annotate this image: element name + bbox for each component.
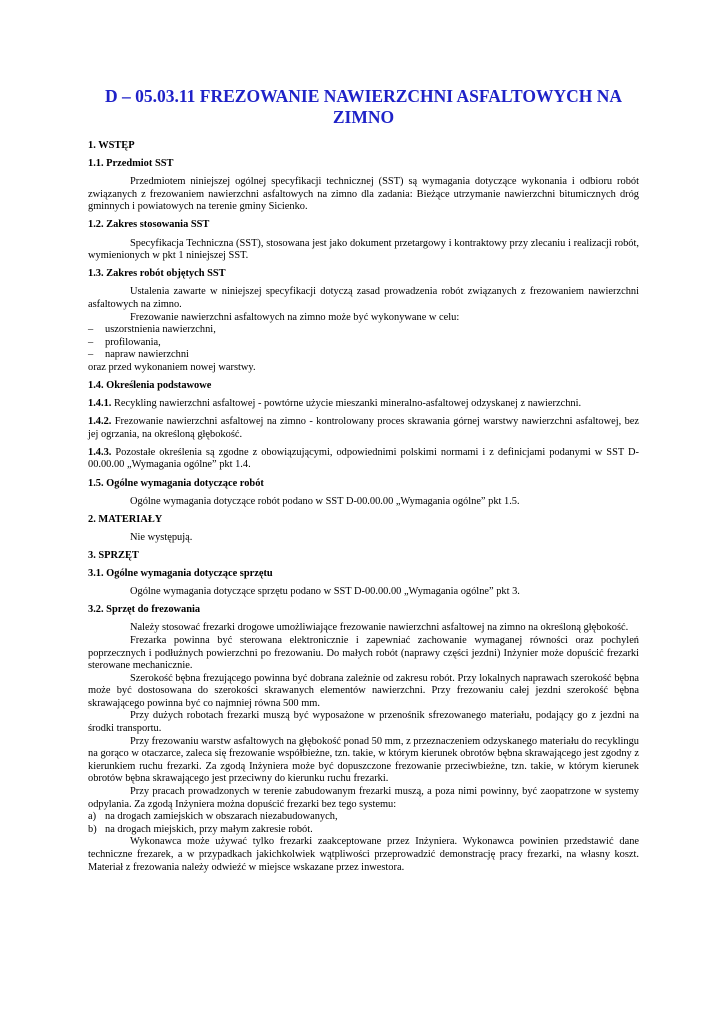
paragraph-1-2: Specyfikacja Techniczna (SST), stosowana jest jako dokument przetargowy i kontraktowy przy zlecaniu i realizacji robót, wymienionych w pkt 1 niniejszej SST. [88,237,639,262]
paragraph-1-5: Ogólne wymagania dotyczące robót podano w SST D-00.00.00 „Wymagania ogólne” pkt 1.5. [130,495,520,507]
definition-text: Recykling nawierzchni asfaltowej - powtórne użycie mieszanki mineralno-asfaltowej odzyskanej z nawierzchni. [111,398,582,410]
alpha-marker: a) [88,811,97,823]
definition-1-4-3 [88,447,639,472]
definition-1-4-2 [88,416,639,441]
section-heading-1-3: 1.3. Zakres robót objętych SST [88,268,226,280]
list-item [88,824,639,837]
paragraph-3-2-d: Przy dużych robotach frezarki muszą być wyposażone w przenośnik sfrezowanego materiału, podający go z jezdni na środki transportu. [88,710,639,735]
list-item-text: profilowania, [105,336,161,348]
paragraph-3-1: Ogólne wymagania dotyczące sprzętu podano w SST D-00.00.00 „Wymagania ogólne” pkt 3. [130,586,520,598]
section-heading-1-4: 1.4. Określenia podstawowe [88,380,212,391]
list-item-text: na drogach zamiejskich w obszarach niezabudowanych, [105,811,338,823]
definition-text: Frezowanie nawierzchni asfaltowej na zimno - kontrolowany proces skrawania górnej warstwy nawierzchni asfaltowej, bez jej ogrzania, na określoną głębokość. [88,416,639,440]
section-heading-1-1: 1.1. Przedmiot SST [88,158,174,170]
section-heading-2: 2. MATERIAŁY [88,513,163,525]
dash-list [88,324,639,362]
list-item [88,337,639,350]
definition-text: Pozostałe określenia są zgodne z obowiązującymi, odpowiednimi polskimi normami i z definicjami podanymi w SST D-00.00.00 „Wymagania ogólne” pkt 1.4. [88,446,639,471]
paragraph-3-2-a: Należy stosować frezarki drogowe umożliwiające frezowanie nawierzchni asfaltowej na zimno na określoną głębokość. [130,622,629,634]
list-item-text: na drogach miejskich, przy małym zakresie robót. [105,823,313,835]
definition-number: 1.4.3. [88,446,112,458]
list-item [88,324,639,337]
paragraph-1-3-b: Frezowanie nawierzchni asfaltowych na zimno może być wykonywane w celu: [130,311,460,323]
list-item [88,811,639,824]
section-heading-1-5: 1.5. Ogólne wymagania dotyczące robót [88,477,264,489]
list-item-text: napraw nawierzchni [105,349,189,361]
dash-marker: – [88,349,94,361]
alpha-list [88,811,639,836]
dash-marker: – [88,336,94,348]
paragraph-1-1: Przedmiotem niniejszej ogólnej specyfikacji technicznej (SST) są wymagania dotyczące wykonania i odbioru robót związanych z frezowaniem nawierzchni asfaltowych na zimno dla zadania: Bieżące utrzymanie nawierzchni bitumicznych dróg gminnych i powiatowych na terenie gminy Sicienko. [88,176,639,213]
definition-1-4-1 [88,398,639,411]
paragraph-1-3-a: Ustalenia zawarte w niniejszej specyfikacji dotyczą zasad prowadzenia robót związanych z frezowaniem nawierzchni asfaltowych na zimno. [88,286,639,310]
document-title: D – 05.03.11 FREZOWANIE NAWIERZCHNI ASFALTOWYCH NA ZIMNO [105,86,622,127]
paragraph-2: Nie występują. [130,531,193,543]
alpha-marker: b) [88,823,97,835]
paragraph-3-2-e: Przy frezowaniu warstw asfaltowych na głębokość ponad 50 mm, z przeznaczeniem odzyskanego materiału do recyklingu na gorąco w otaczarce, zaleca się frezowanie współbieżne, tzn. takie, w którym kierunek obrotów bębna skrawającego jest zgodny z kierunkiem ruchu frezarki. Za zgodą Inżyniera może być dopuszczone frezowanie przeciwbieżne, tzn. takie, w którym kierunek obrotów bębna skrawającego jest przeciwny do kierunku ruchu frezarki. [88,735,639,785]
document-page [88,86,639,874]
paragraph-3-2-c: Szerokość bębna frezującego powinna być dobrana zależnie od zakresu robót. Przy lokalnych naprawach szerokość bębna może być dostosowana do szerokości skrawanych elementów nawierzchni. Przy frezowaniu całej jezdni szerokość bębna skrawającego powinna być co najmniej równa 500 mm. [88,672,639,709]
section-heading-1: 1. WSTĘP [88,140,135,151]
paragraph-1-3-c: oraz przed wykonaniem nowej warstwy. [88,361,256,373]
paragraph-3-2-b: Frezarka powinna być sterowana elektronicznie i zapewniać zachowanie wymaganej równości oraz pochyleń poprzecznych i podłużnych powierzchni po frezowaniu. Do małych robót (naprawy części jezdni) Inżynier może dopuścić frezarki sterowane mechanicznie. [88,634,639,672]
list-item [88,349,639,362]
section-heading-3: 3. SPRZĘT [88,549,139,561]
section-heading-1-2: 1.2. Zakres stosowania SST [88,219,210,231]
definition-number: 1.4.2. [88,416,112,428]
paragraph-3-2-g: Wykonawca może używać tylko frezarki zaakceptowane przez Inżyniera. Wykonawca powinien przedstawić dane techniczne frezarek, a w przypadkach jakichkolwiek wątpliwości przeprowadzić demonstrację pracy frezarki, na własny koszt. Materiał z frezowania należy odwieźć w miejsce wskazane przez inwestora. [88,836,639,873]
dash-marker: – [88,324,94,336]
list-item-text: uszorstnienia nawierzchni, [105,324,216,336]
section-heading-3-2: 3.2. Sprzęt do frezowania [88,604,201,616]
definition-number: 1.4.1. [88,398,112,410]
section-heading-3-1: 3.1. Ogólne wymagania dotyczące sprzętu [88,568,273,580]
paragraph-3-2-f: Przy pracach prowadzonych w terenie zabudowanym frezarki muszą, a poza nimi powinny, być zaopatrzone w systemy odpylania. Za zgodą Inżyniera można dopuścić frezarki bez tego systemu: [88,786,639,810]
